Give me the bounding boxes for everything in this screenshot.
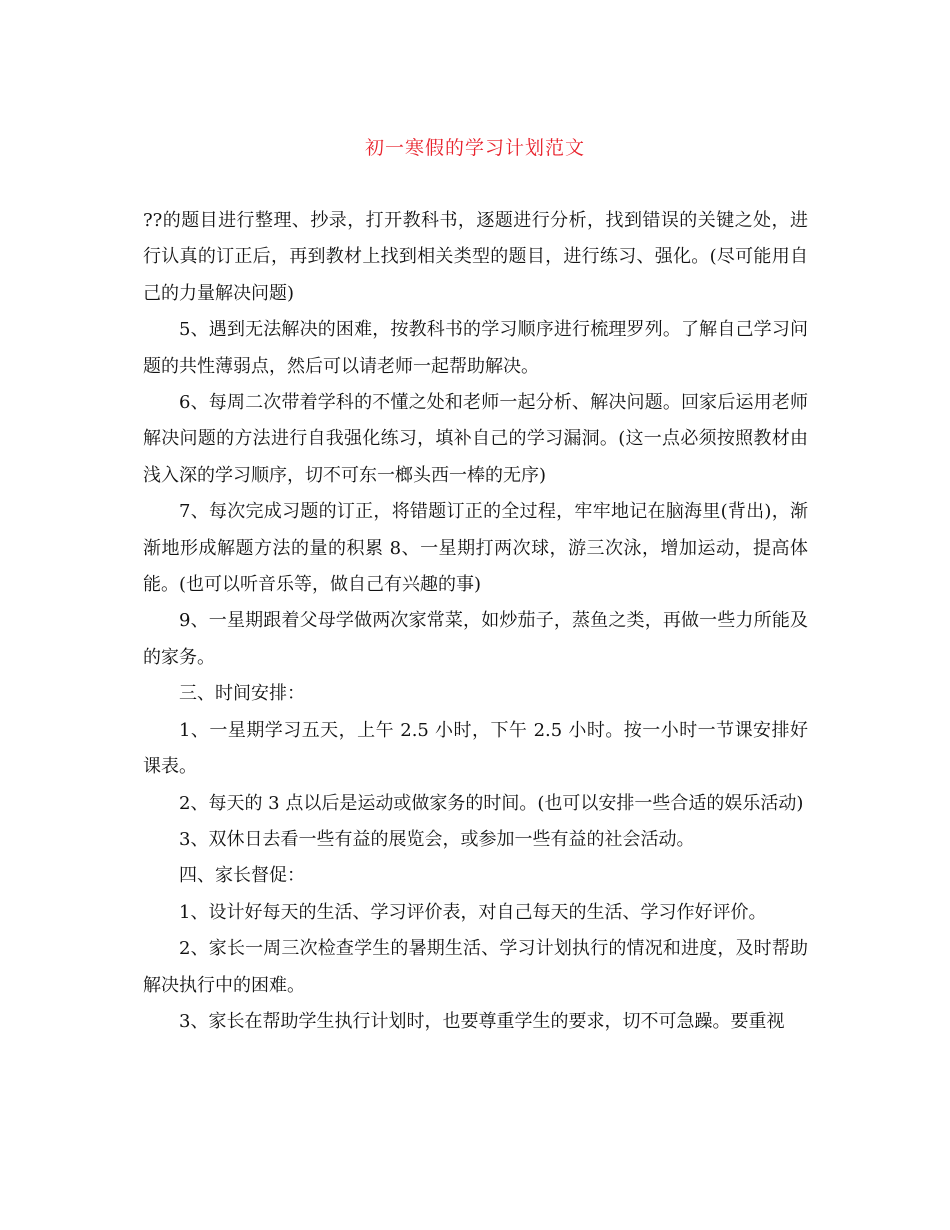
paragraph-continuation: ??的题目进行整理、抄录，打开教科书，逐题进行分析，找到错误的关键之处，进行认真的订正后，再到教材上找到相关类型的题目，进行练习、强化。(尽可能用自己的力量解决问题)	[143, 210, 808, 304]
paragraph-parents-1: 1、设计好每天的生活、学习评价表，对自己每天的生活、学习作好评价。	[179, 901, 767, 923]
paragraph-item-9: 9、一星期跟着父母学做两次家常菜，如炒茄子，蒸鱼之类，再做一些力所能及的家务。	[143, 610, 808, 668]
document-title: 初一寒假的学习计划范文	[364, 137, 585, 159]
paragraph-schedule-1: 1、一星期学习五天，上午 2.5 小时，下午 2.5 小时。按一小时一节课安排好课表。	[143, 719, 808, 778]
paragraph-schedule-2: 2、每天的 3 点以后是运动或做家务的时间。(也可以安排一些合适的娱乐活动)	[179, 792, 804, 814]
paragraph-parents-3: 3、家长在帮助学生执行计划时，也要尊重学生的要求，切不可急躁。要重视	[179, 1010, 785, 1032]
paragraph-item-6: 6、每周二次带着学科的不懂之处和老师一起分析、解决问题。回家后运用老师解决问题的方法进行自我强化练习，填补自己的学习漏洞。(这一点必须按照教材由浅入深的学习顺序，切不可东一榔头西一棒的无序)	[143, 392, 808, 486]
paragraph-parents-2: 2、家长一周三次检查学生的暑期生活、学习计划执行的情况和进度，及时帮助解决执行中的困难。	[143, 938, 808, 996]
paragraph-item-7-8: 7、每次完成习题的订正，将错题订正的全过程，牢牢地记在脑海里(背出)，渐渐地形成解题方法的量的积累 8、一星期打两次球，游三次泳，增加运动，提高体能。(也可以听音乐等，做自己有兴趣的事)	[143, 501, 808, 596]
paragraph-item-5: 5、遇到无法解决的困难，按教科书的学习顺序进行梳理罗列。了解自己学习问题的共性薄弱点，然后可以请老师一起帮助解决。	[143, 319, 808, 377]
section-heading-parents: 四、家长督促：	[179, 865, 305, 887]
paragraph-schedule-3: 3、双休日去看一些有益的展览会，或参加一些有益的社会活动。	[179, 828, 695, 850]
section-heading-schedule: 三、时间安排：	[179, 683, 305, 705]
document-body	[143, 203, 808, 1040]
